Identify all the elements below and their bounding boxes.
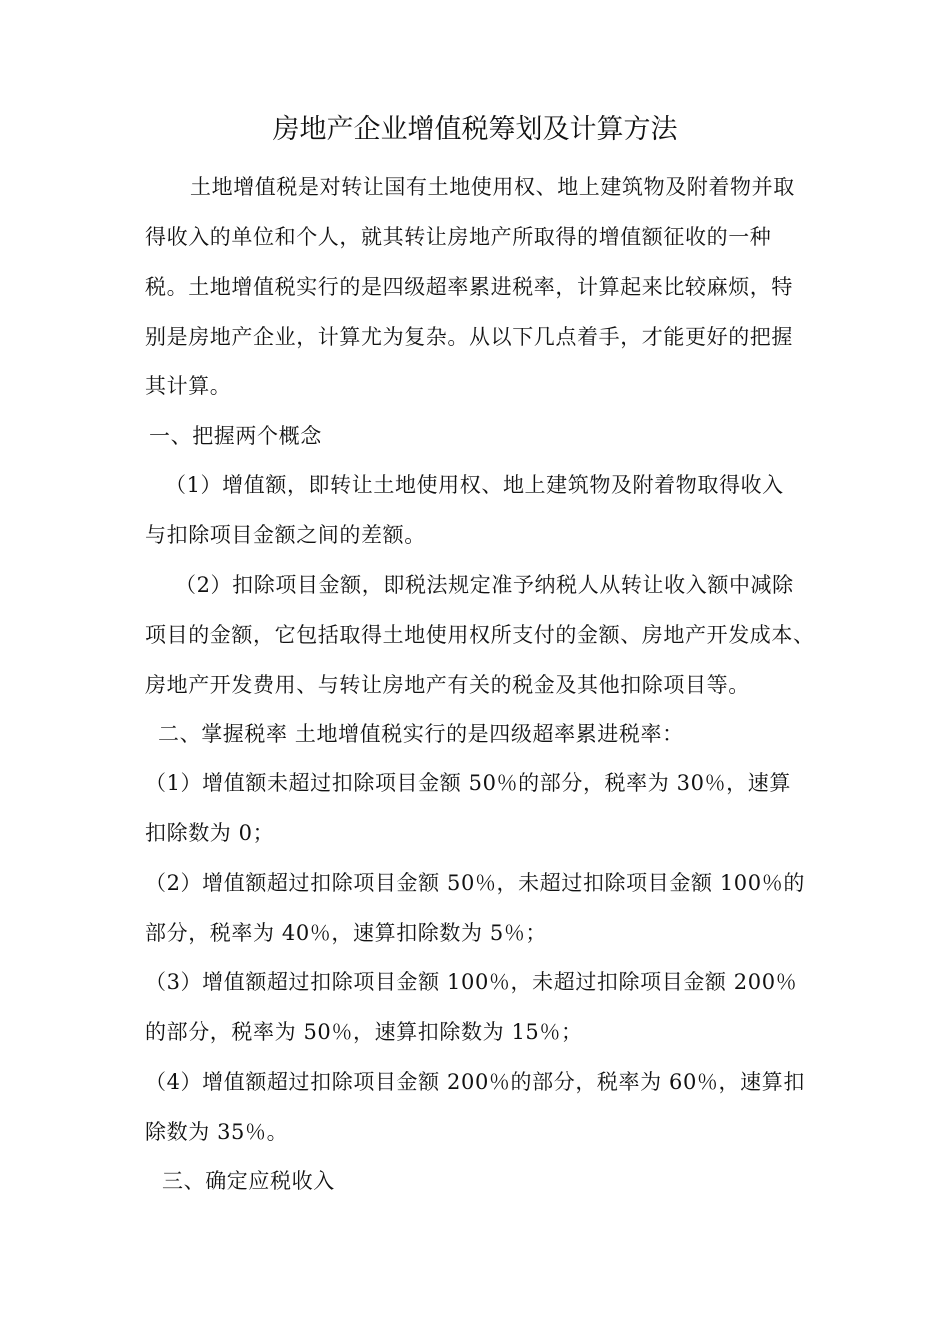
list-item: （4）增值额超过扣除项目金额 200％的部分，税率为 60％，速算扣 [145,1070,805,1094]
list-item: （3）增值额超过扣除项目金额 100％，未超过扣除项目金额 200％ [145,970,798,994]
section-heading: 三、确定应税收入 [162,1169,335,1193]
paragraph-line: 其计算。 [145,374,232,398]
list-item-continuation: 与扣除项目金额之间的差额。 [145,523,426,547]
list-item: （2）扣除项目金额，即税法规定准予纳税人从转让收入额中减除 [175,573,794,597]
list-item-continuation: 项目的金额，它包括取得土地使用权所支付的金额、房地产开发成本、 [145,623,815,647]
paragraph-line: 别是房地产企业，计算尤为复杂。从以下几点着手，才能更好的把握 [145,325,793,349]
paragraph-line: 土地增值税是对转让国有土地使用权、地上建筑物及附着物并取 [190,175,795,199]
list-item: （1）增值额，即转让土地使用权、地上建筑物及附着物取得收入 [165,473,784,497]
list-item: （1）增值额未超过扣除项目金额 50％的部分，税率为 30％，速算 [145,771,791,795]
list-item-continuation: 房地产开发费用、与转让房地产有关的税金及其他扣除项目等。 [145,673,750,697]
list-item-continuation: 扣除数为 0； [145,821,275,845]
list-item-continuation: 部分，税率为 40％，速算扣除数为 5％； [145,921,548,945]
list-item: （2）增值额超过扣除项目金额 50％，未超过扣除项目金额 100％的 [145,871,805,895]
document-title: 房地产企业增值税筹划及计算方法 [272,114,678,145]
section-heading: 一、把握两个概念 [149,424,322,448]
list-item-continuation: 的部分，税率为 50％，速算扣除数为 15％； [145,1020,583,1044]
list-item-continuation: 除数为 35％。 [145,1120,289,1144]
section-heading: 二、掌握税率 土地增值税实行的是四级超率累进税率： [158,722,684,746]
paragraph-line: 税。土地增值税实行的是四级超率累进税率，计算起来比较麻烦，特 [145,275,793,299]
paragraph-line: 得收入的单位和个人，就其转让房地产所取得的增值额征收的一种 [145,225,772,249]
